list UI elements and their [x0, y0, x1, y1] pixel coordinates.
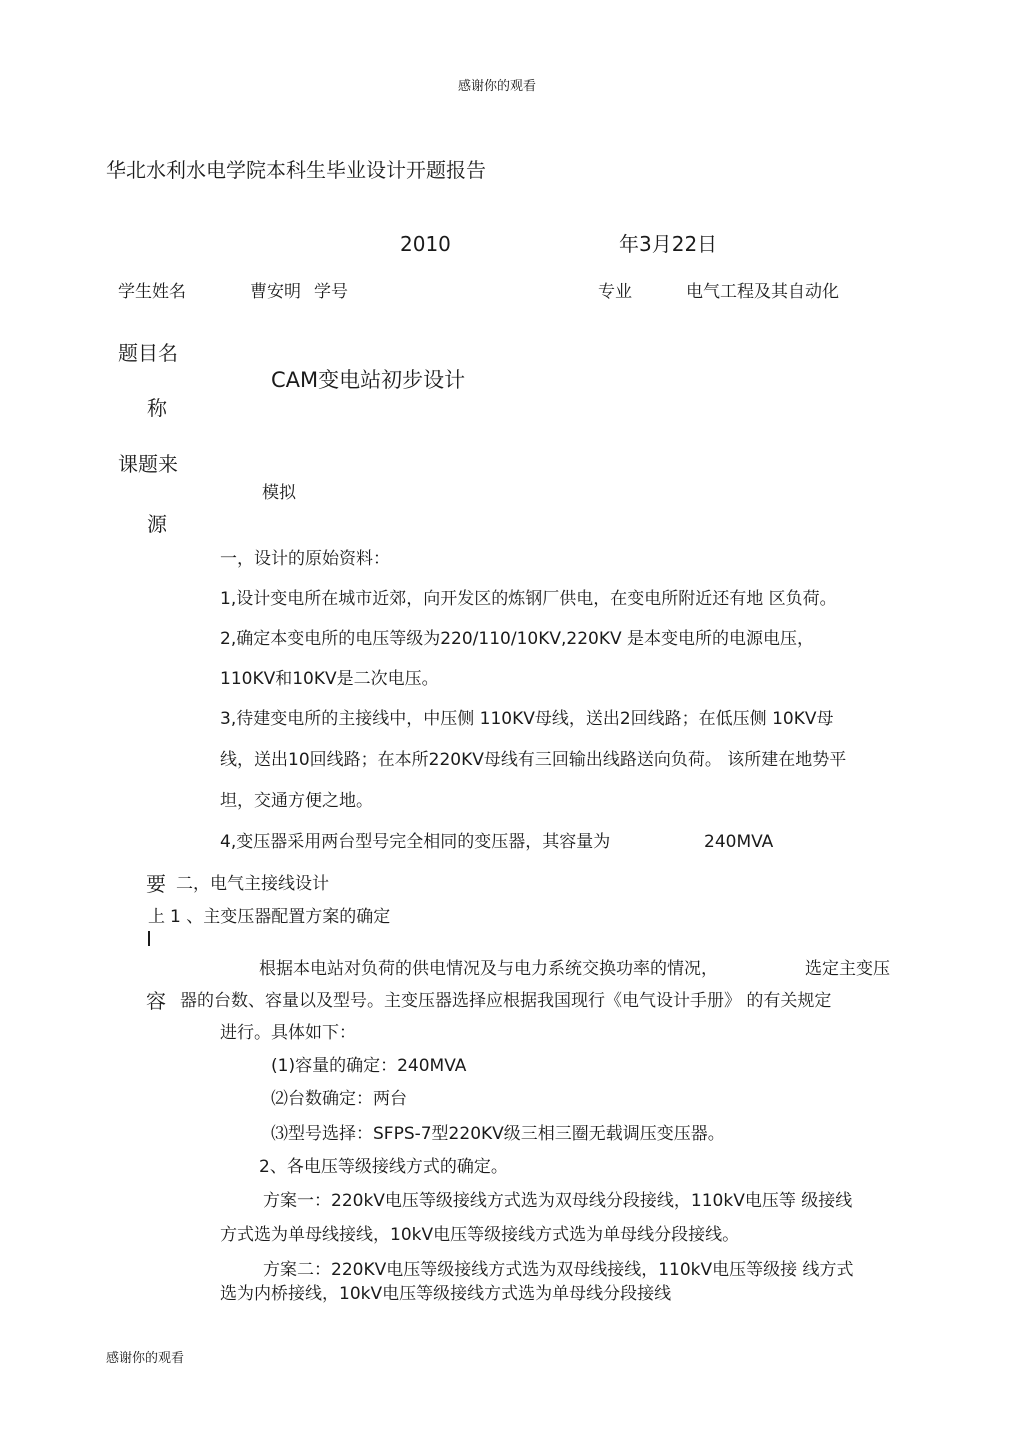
- student-name-value: 曹安明: [250, 282, 301, 302]
- item-2-line2: 110KV和10KV是二次电压。: [220, 669, 439, 689]
- plan2-line2: 选为内桥接线，10kV电压等级接线方式选为单母线分段接线: [220, 1284, 672, 1304]
- topic-value: CAM变电站初步设计: [271, 368, 466, 392]
- page-footer: 感谢你的观看: [106, 1351, 185, 1366]
- item-4: 4,变压器采用两台型号完全相同的变压器，其容量为: [220, 832, 611, 852]
- date-month-day: 年3月22日: [619, 232, 718, 256]
- section2-heading: 二，电气主接线设计: [176, 874, 329, 894]
- topic-label-line1: 题目名: [118, 341, 178, 365]
- item-3-line1: 3,待建变电所的主接线中，中压侧 110KV母线，送出2回线路；在低压侧 10KV母: [220, 709, 834, 729]
- plan1-line2: 方式选为单母线接线，10kV电压等级接线方式选为单母线分段接线。: [220, 1225, 740, 1245]
- section1-heading: 一，设计的原始资料：: [220, 549, 390, 569]
- item-3-line2: 线，送出10回线路；在本所220KV母线有三回输出线路送向负荷。 该所建在地势平: [220, 750, 847, 770]
- side-label-yao: 要: [146, 872, 166, 896]
- text-cursor-mark: [148, 931, 150, 946]
- sub-item-1: (1)容量的确定：240MVA: [271, 1056, 467, 1076]
- date-year: 2010: [400, 232, 451, 256]
- item-3-line3: 坦，交通方便之地。: [220, 791, 373, 811]
- section2-1-heading: 1 、主变压器配置方案的确定: [170, 907, 391, 927]
- source-label-line2: 源: [147, 512, 167, 536]
- para1-line1: 根据本电站对负荷的供电情况及与电力系统交换功率的情况，: [259, 959, 718, 979]
- source-label-line1: 课题来: [118, 452, 178, 476]
- document-title: 华北水利水电学院本科生毕业设计开题报告: [106, 158, 486, 182]
- plan1-line1: 方案一：220kV电压等级接线方式选为双母线分段接线，110kV电压等 级接线: [263, 1191, 853, 1211]
- item-1: 1,设计变电所在城市近郊，向开发区的炼钢厂供电，在变电所附近还有地 区负荷。: [220, 589, 837, 609]
- section2-2-heading: 2、各电压等级接线方式的确定。: [259, 1157, 508, 1177]
- item-2-line1: 2,确定本变电所的电压等级为220/110/10KV,220KV 是本变电所的电源电压，: [220, 629, 815, 649]
- source-value: 模拟: [262, 483, 296, 503]
- major-value: 电气工程及其自动化: [686, 282, 839, 302]
- topic-label-line2: 称: [147, 396, 167, 420]
- side-label-rong: 容: [146, 989, 166, 1013]
- plan2-line1: 方案二：220KV电压等级接线方式选为双母线接线，110kV电压等级接 线方式: [263, 1260, 854, 1280]
- sub-item-3: ⑶型号选择：SFPS-7型220KV级三相三圈无载调压变压器。: [271, 1124, 725, 1144]
- page-header: 感谢你的观看: [458, 79, 537, 94]
- major-label: 专业: [598, 282, 632, 302]
- para1-line1-end: 选定主变压: [805, 959, 890, 979]
- student-name-label: 学生姓名: [118, 282, 186, 302]
- student-id-label: 学号: [314, 282, 348, 302]
- para1-line2: 器的台数、容量以及型号。主变压器选择应根据我国现行《电气设计手册》 的有关规定: [180, 991, 832, 1011]
- para1-line3: 进行。具体如下：: [220, 1023, 356, 1043]
- item-4-capacity: 240MVA: [704, 832, 774, 852]
- side-label-shang: 上: [148, 907, 165, 927]
- sub-item-2: ⑵台数确定：两台: [271, 1089, 407, 1109]
